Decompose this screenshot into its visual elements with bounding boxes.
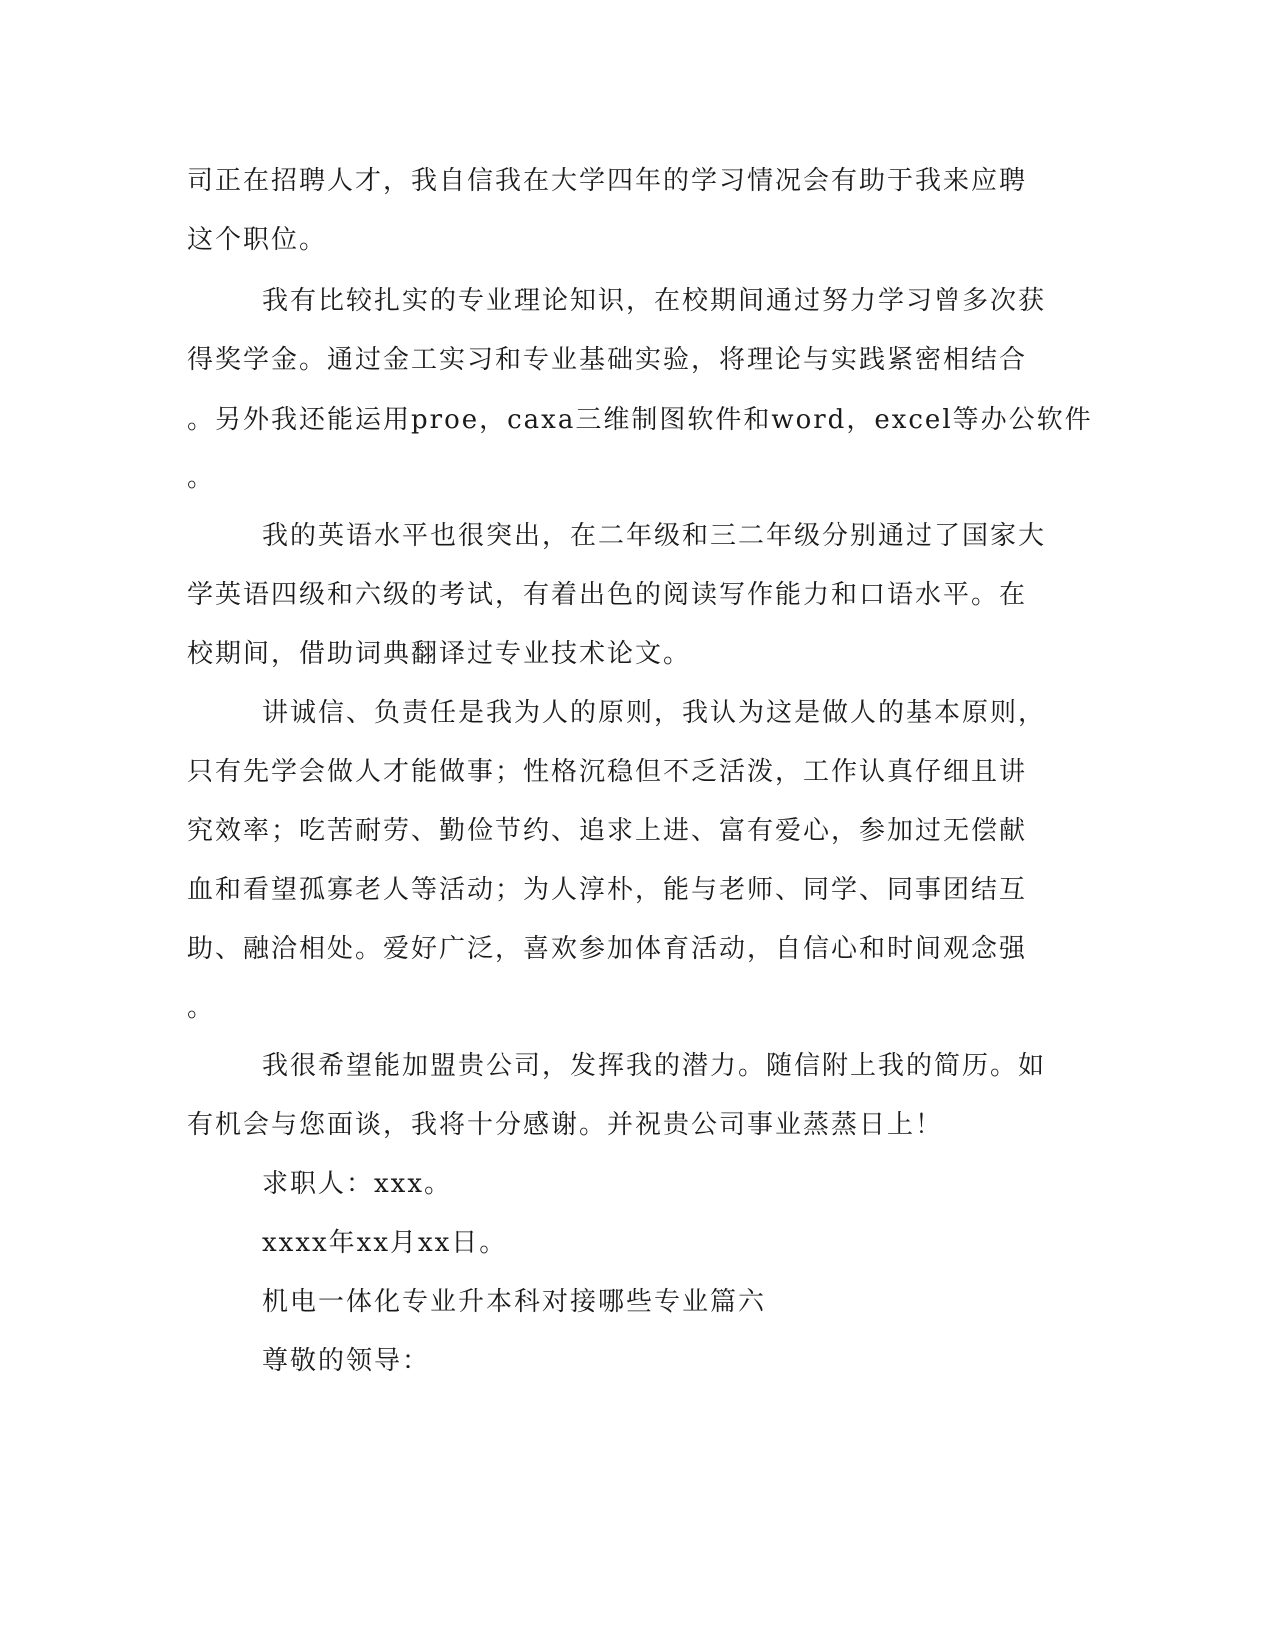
paragraph-first-line: 讲诚信、负责任是我为人的原则，我认为这是做人的基本原则，: [262, 698, 1047, 728]
paragraph-first-line: 我很希望能加盟贵公司，发挥我的潜力。随信附上我的简历。如: [262, 1051, 1047, 1081]
paragraph-first-line: 我有比较扎实的专业理论知识，在校期间通过努力学习曾多次获: [262, 286, 1047, 316]
text-line: 助、融洽相处。爱好广泛，喜欢参加体育活动，自信心和时间观念强: [187, 934, 1028, 964]
salutation: 尊敬的领导：: [262, 1346, 431, 1376]
text-line: 校期间，借助词典翻译过专业技术论文。: [187, 639, 692, 669]
text-line: 这个职位。: [187, 225, 328, 255]
text-line: 究效率；吃苦耐劳、勤俭节约、追求上进、富有爱心，参加过无偿献: [187, 816, 1028, 846]
text-line: 血和看望孤寡老人等活动；为人淳朴，能与老师、同学、同事团结互: [187, 875, 1028, 905]
text-line: 。另外我还能运用proe，caxa三维制图软件和word，excel等办公软件: [187, 405, 1093, 435]
text-line: 。: [187, 463, 216, 493]
signature-date: xxxx年xx月xx日。: [262, 1228, 508, 1258]
text-line: 学英语四级和六级的考试，有着出色的阅读写作能力和口语水平。在: [187, 580, 1028, 610]
text-line: 。: [187, 993, 216, 1023]
paragraph-first-line: 我的英语水平也很突出，在二年级和三二年级分别通过了国家大: [262, 521, 1047, 551]
text-line: 只有先学会做人才能做事；性格沉稳但不乏活泼，工作认真仔细且讲: [187, 757, 1028, 787]
signature-name: 求职人：xxx。: [262, 1169, 452, 1199]
text-line: 有机会与您面谈，我将十分感谢。并祝贵公司事业蒸蒸日上！: [187, 1110, 944, 1140]
text-line: 得奖学金。通过金工实习和专业基础实验，将理论与实践紧密相结合: [187, 345, 1028, 375]
section-title: 机电一体化专业升本科对接哪些专业篇六: [262, 1287, 767, 1317]
text-line: 司正在招聘人才，我自信我在大学四年的学习情况会有助于我来应聘: [187, 166, 1028, 196]
